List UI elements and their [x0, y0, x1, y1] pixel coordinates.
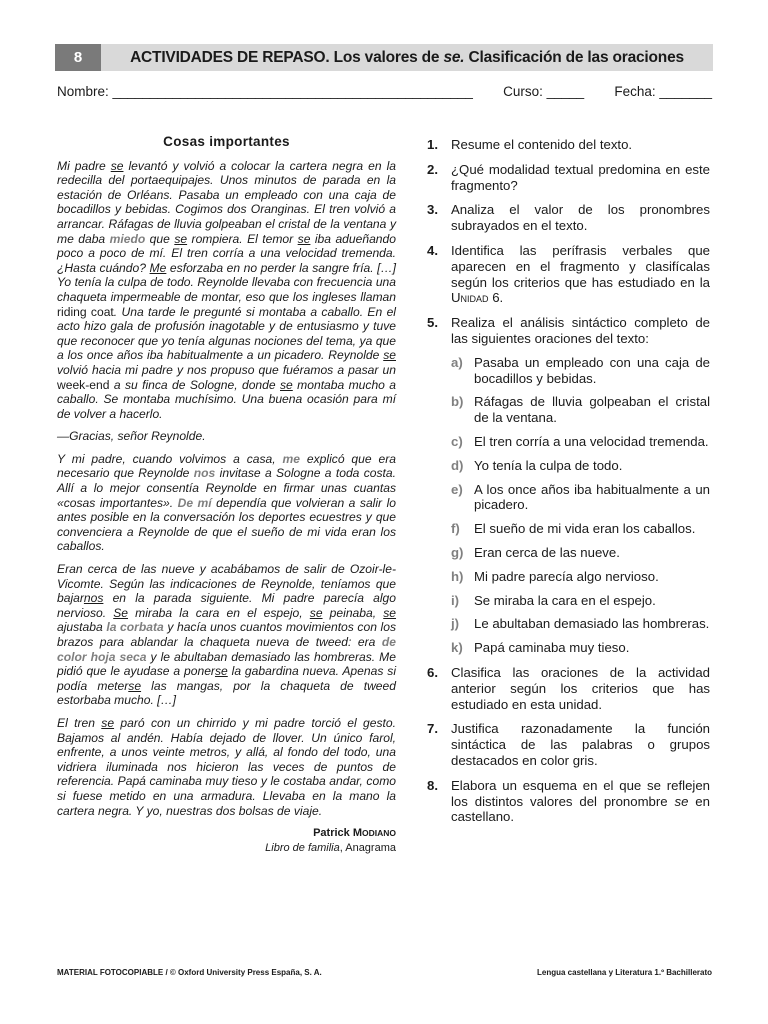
sub-item-c: c) El tren corría a una velocidad tremenda.	[451, 433, 709, 449]
text-paragraph-3: Y mi padre, cuando volvimos a casa, me explicó que era necesario que Reynolde nos invitase a Sologne a toda costa. Allí a lo mejor consentía Reynolde en firmar unas cuantas «cosas importantes». De mí dependía que volvieran a salir lo antes posible en la conversación los deportes ecuestres y que convenciera a Reynolde de que el sueño de mi vida eran los caballos.	[57, 451, 397, 554]
book-source: Libro de familia, Anagrama	[265, 841, 396, 854]
author-name: Patrick MODIANO	[313, 827, 396, 840]
text-paragraph-1: Mi padre se levantó y volvió a colocar la cartera negra en la redecilla del portaequipajes. Unos minutos de parada en la estación de Orléans. Pasaba un empleado con una caja de bocadillos y bebidas. Cogimos dos Oranginas. El tren volvió a arrancar. Ráfagas de lluvia golpeaban el cristal de la ventana y me daba miedo que se rompiera. El temor se iba adueñando poco a poco de mí. El tren corría a una velocidad tremenda. ¿Hasta cuándo? Me esforzaba en no perder la sangre fría. […] Yo tenía la culpa de todo. Reynolde llevaba con frecuencia una chaqueta impermeable de montar, eso que los ingleses llaman riding coat. Una tarde le pregunté si montaba a caballo. En el acto hizo gala de profusión inagotable y de entusiasmo y tuve que reconocer que yo tenía algunas nociones del tema, ya que a los once años iba habitualmente a un picadero. Reynolde se volvió hacia mi padre y nos propuso que fuéramos a pasar un week-end a su finca de Sologne, donde se montaba mucho a caballo. Se montaba muchísimo. Una buena ocasión para mí de volver a hacerlo.	[57, 158, 397, 421]
sub-item-e: e) A los once años iba habitualmente a un picadero.	[451, 481, 710, 513]
text-paragraph-2: —Gracias, señor Reynolde.	[57, 429, 206, 444]
footer-copyright: MATERIAL FOTOCOPIABLE / © Oxford University Press España, S. A.	[57, 968, 322, 977]
questions-list	[427, 137, 710, 834]
worksheet-title: ACTIVIDADES DE REPASO. Los valores de se. Clasificación de las oraciones	[130, 48, 684, 66]
question-6: 6. Clasifica las oraciones de la actividad anterior según los criterios que has estudiado en esta unidad.	[427, 664, 710, 712]
sub-item-g: g) Eran cerca de las nueve.	[451, 544, 620, 560]
question-8: 8. Elabora un esquema en el que se reflejen los distintos valores del pronombre se en castellano.	[427, 777, 710, 825]
worksheet-header	[55, 44, 713, 71]
student-info-line	[57, 84, 712, 99]
reading-text	[57, 135, 396, 855]
sub-item-i: i) Se miraba la cara en el espejo.	[451, 592, 656, 608]
sub-item-j: j) Le abultaban demasiado las hombreras.	[451, 616, 710, 632]
question-7: 7. Justifica razonadamente la función sintáctica de las palabras o grupos destacados en color gris.	[427, 721, 710, 768]
sub-item-f: f) El sueño de mi vida eran los caballos.	[451, 521, 696, 537]
footer-course: Lengua castellana y Literatura 1.º Bachillerato	[537, 968, 712, 977]
unit-number-badge: 8	[55, 44, 101, 71]
text-title: Cosas importantes	[163, 134, 290, 149]
sub-item-a: a) Pasaba un empleado con una caja de bocadillos y bebidas.	[451, 354, 710, 386]
question-2: 2. ¿Qué modalidad textual predomina en este fragmento?	[427, 161, 710, 193]
sub-item-k: k) Papá caminaba muy tieso.	[451, 640, 630, 656]
date-field[interactable]: Fecha: _______	[614, 84, 712, 99]
name-field[interactable]: Nombre: ________________________________________________	[57, 84, 473, 99]
sub-item-b: b) Ráfagas de lluvia golpeaban el cristal de la ventana.	[451, 394, 710, 426]
question-4: 4. Identifica las perífrasis verbales que aparecen en el fragmento y clasifícalas según los criterios que has estudiado en la Unidad 6.	[427, 242, 710, 306]
course-field[interactable]: Curso: _____	[503, 84, 585, 99]
page-footer	[57, 968, 712, 977]
sub-item-h: h) Mi padre parecía algo nervioso.	[451, 568, 659, 584]
sub-item-d: d) Yo tenía la culpa de todo.	[451, 457, 623, 473]
question-5: 5. Realiza el análisis sintáctico completo de las siguientes oraciones del texto: a) Pasaba un empleado con una caja de bocadillos y bebidas. b) Ráfagas de lluvia golpeaban el cristal de la ventana. c) El tren corría a una velocidad tremenda. d) Yo tenía la culpa de todo. e) A los once años iba habitualmente a un picadero. f) El sueño de mi vida eran los caballos. g) Eran cerca de las nueve. h) Mi padre parecía algo nervioso. i) Se miraba la cara en el espejo. j) Le abultaban demasiado las hombreras. k) Papá caminaba muy tieso.	[427, 315, 710, 656]
question-3: 3. Analiza el valor de los pronombres subrayados en el texto.	[427, 202, 710, 234]
text-paragraph-5: El tren se paró con un chirrido y mi padre torció el gesto. Bajamos al andén. Había dejado de llover. Un único farol, enfrente, a unos veinte metros, y allá, al fondo del todo, una vidriera iluminada nos hicieron las veces de puntos de referencia. Papá caminaba muy tieso y le costaba andar, como si fuese metido en una armadura. Llevaba en la mano la cartera negra. Y yo, nuestras dos bolsas de viaje.	[57, 715, 396, 818]
text-paragraph-4: Eran cerca de las nueve y acabábamos de salir de Ozoir-le-Vicomte. Según las indicaciones de Reynolde, teníamos que bajarnos en la parada siguiente. Mi padre parecía algo nervioso. Se miraba la cara en el espejo, se peinaba, se ajustaba la corbata y hacía unos cuantos movimientos con los brazos para ablandar la chaqueta nueva de tweed: era de color hoja seca y le abultaban demasiado las hombreras. Me pidió que le ayudase a ponerse la gabardina nueva. Apenas si podía meterse las mangas, por la chaqueta de tweed estorbaba mucho. […]	[57, 562, 397, 708]
question-1: 1. Resume el contenido del texto.	[427, 137, 633, 152]
